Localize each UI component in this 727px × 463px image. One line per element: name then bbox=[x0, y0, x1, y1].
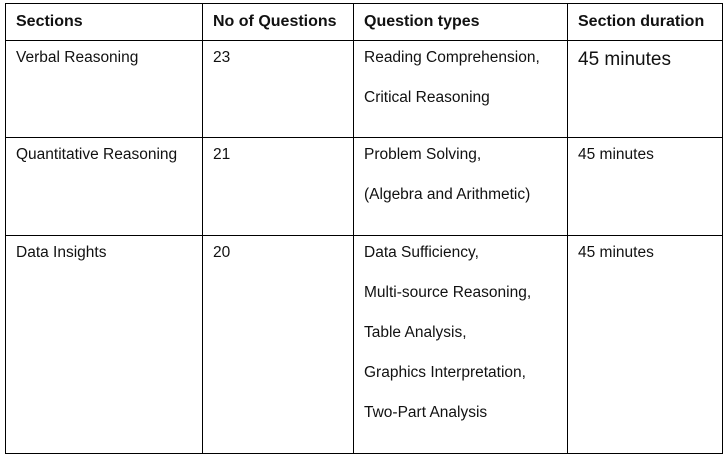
section-duration: 45 minutes bbox=[568, 138, 723, 236]
section-duration-cell bbox=[568, 41, 723, 138]
sections-table bbox=[5, 3, 723, 454]
question-type: Table Analysis, bbox=[364, 324, 467, 341]
question-count: 21 bbox=[203, 138, 354, 236]
question-type: Reading Comprehension, bbox=[364, 49, 540, 66]
section-duration: 45 minutes bbox=[578, 49, 671, 70]
table-row bbox=[6, 138, 723, 236]
question-type: Two-Part Analysis bbox=[364, 404, 488, 421]
question-count: 23 bbox=[203, 41, 354, 138]
header-question-types: Question types bbox=[354, 4, 568, 41]
question-type: Critical Reasoning bbox=[364, 89, 490, 106]
header-sections: Sections bbox=[6, 4, 203, 41]
header-row bbox=[6, 4, 723, 41]
question-count: 20 bbox=[203, 236, 354, 454]
section-duration: 45 minutes bbox=[568, 236, 723, 454]
section-name: Data Insights bbox=[6, 236, 203, 454]
table-row bbox=[6, 41, 723, 138]
question-type: Problem Solving, bbox=[364, 146, 482, 163]
section-name: Quantitative Reasoning bbox=[6, 138, 203, 236]
question-type: (Algebra and Arithmetic) bbox=[364, 186, 531, 203]
header-no-of-questions: No of Questions bbox=[203, 4, 354, 41]
section-name: Verbal Reasoning bbox=[6, 41, 203, 138]
question-type: Graphics Interpretation, bbox=[364, 364, 526, 381]
table-row bbox=[6, 236, 723, 454]
question-types-cell bbox=[354, 138, 568, 236]
header-section-duration: Section duration bbox=[568, 4, 723, 41]
question-type: Data Sufficiency, bbox=[364, 244, 479, 261]
question-types-cell bbox=[354, 41, 568, 138]
question-type: Multi-source Reasoning, bbox=[364, 284, 532, 301]
question-types-cell bbox=[354, 236, 568, 454]
